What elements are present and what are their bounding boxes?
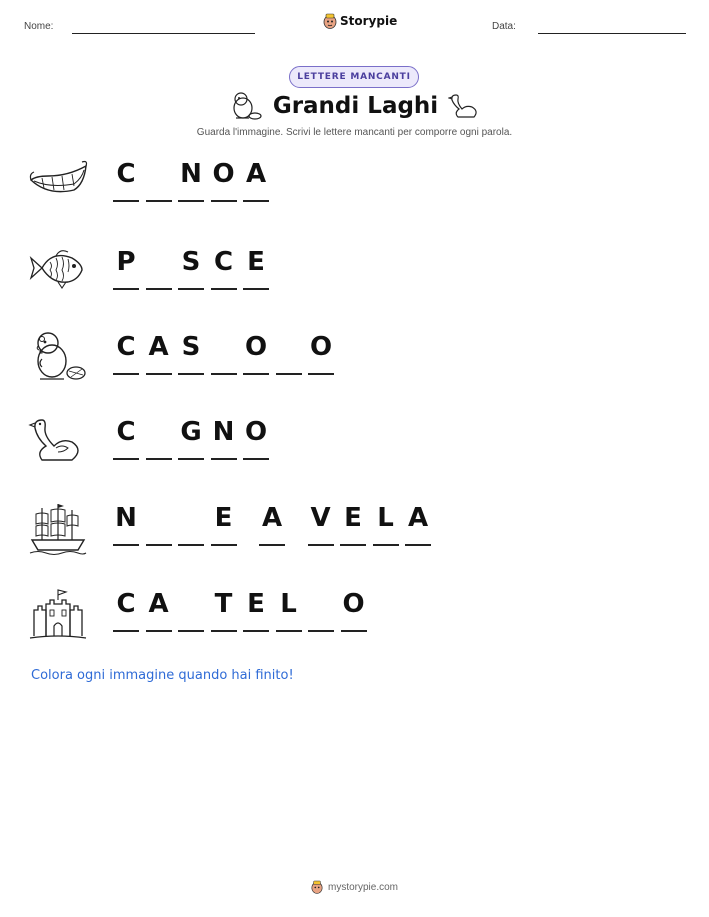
letter-underline <box>113 458 139 460</box>
sailing-ship-icon <box>28 500 92 552</box>
letter-text: V <box>310 503 331 533</box>
letter-underline <box>113 200 139 202</box>
letter-text: C <box>213 247 234 277</box>
letter-text: C <box>116 589 136 619</box>
given-letter <box>211 416 237 462</box>
letter-text: E <box>247 589 265 619</box>
storypie-mascot-icon <box>323 13 337 29</box>
word-row <box>28 244 688 306</box>
canoe-icon <box>28 156 92 208</box>
given-letter <box>178 246 204 292</box>
letter-underline <box>243 630 269 632</box>
letter-underline <box>276 373 302 375</box>
letter-underline <box>113 630 139 632</box>
given-letter <box>243 331 269 377</box>
letter-slots <box>113 246 276 292</box>
given-letter <box>211 502 237 548</box>
given-letter <box>113 502 139 548</box>
letter-slots <box>113 416 276 462</box>
letter-underline <box>211 373 237 375</box>
letter-underline <box>178 200 204 202</box>
given-letter <box>243 588 269 634</box>
beaver-icon <box>229 91 263 121</box>
letter-underline <box>211 458 237 460</box>
letter-text: O <box>342 589 365 619</box>
given-letter <box>243 416 269 462</box>
letter-text: A <box>148 332 169 362</box>
letter-underline <box>211 288 237 290</box>
letter-text: S <box>181 332 201 362</box>
given-letter <box>178 331 204 377</box>
given-letter <box>276 588 302 634</box>
letter-underline <box>243 200 269 202</box>
letter-underline <box>340 544 366 546</box>
letter-text: O <box>309 332 333 362</box>
letter-text: E <box>247 247 265 277</box>
given-letter <box>178 158 204 204</box>
given-letter <box>146 331 172 377</box>
letter-underline <box>113 544 139 546</box>
word-row <box>28 586 688 648</box>
title-row <box>0 91 709 121</box>
letter-underline <box>308 544 334 546</box>
letter-text: P <box>116 247 136 277</box>
letter-underline <box>243 288 269 290</box>
missing-letter-blank[interactable] <box>146 502 172 548</box>
name-label: Nome: <box>24 21 54 32</box>
letter-text: L <box>377 503 394 533</box>
given-letter <box>373 502 399 548</box>
letter-underline <box>211 200 237 202</box>
letter-text: O <box>244 417 268 447</box>
letter-text: C <box>116 159 136 189</box>
brand-name: Storypie <box>340 14 398 28</box>
letter-text: N <box>180 159 202 189</box>
given-letter <box>113 588 139 634</box>
storypie-mascot-icon <box>311 880 323 894</box>
missing-letter-blank[interactable] <box>146 416 172 462</box>
letter-slots <box>113 502 438 548</box>
letter-slots <box>113 331 341 377</box>
missing-letter-blank[interactable] <box>146 246 172 292</box>
letter-text: N <box>212 417 235 447</box>
letter-underline <box>211 544 237 546</box>
swan-icon <box>448 91 480 121</box>
letter-text: E <box>214 503 233 533</box>
letter-text: A <box>261 503 283 533</box>
given-letter <box>341 588 367 634</box>
letter-underline <box>113 288 139 290</box>
page-title: Grandi Laghi <box>272 93 439 119</box>
given-letter <box>243 246 269 292</box>
letter-underline <box>178 630 204 632</box>
letter-text: A <box>148 589 169 619</box>
given-letter <box>113 158 139 204</box>
footer-note: Colora ogni immagine quando hai finito! <box>31 668 294 683</box>
letter-underline <box>146 373 172 375</box>
swan-icon <box>28 414 92 466</box>
worksheet-type-badge: LETTERE MANCANTI <box>289 66 419 88</box>
header <box>0 0 709 40</box>
letter-underline <box>146 544 172 546</box>
date-line <box>538 33 686 34</box>
letter-text: N <box>115 503 137 533</box>
letter-underline <box>113 373 139 375</box>
letter-underline <box>276 630 302 632</box>
given-letter <box>146 588 172 634</box>
letter-underline <box>146 630 172 632</box>
letter-underline <box>146 458 172 460</box>
letter-underline <box>243 373 269 375</box>
word-row <box>28 329 688 391</box>
given-letter <box>211 246 237 292</box>
letter-underline <box>178 544 204 546</box>
missing-letter-blank[interactable] <box>276 331 302 377</box>
letter-underline <box>243 458 269 460</box>
missing-letter-blank[interactable] <box>211 331 237 377</box>
letter-underline <box>178 458 204 460</box>
given-letter <box>178 416 204 462</box>
given-letter <box>308 331 334 377</box>
letter-text: T <box>214 589 233 619</box>
letter-underline <box>211 630 237 632</box>
letter-underline <box>308 373 334 375</box>
word-space <box>243 502 253 548</box>
letter-text: C <box>116 417 136 447</box>
letter-text: A <box>407 503 429 533</box>
missing-letter-blank[interactable] <box>308 588 334 634</box>
letter-text: S <box>181 247 201 277</box>
letter-underline <box>178 288 204 290</box>
letter-text: E <box>344 503 362 533</box>
given-letter <box>113 416 139 462</box>
word-space <box>292 502 302 548</box>
letter-underline <box>259 544 285 546</box>
letter-text: O <box>244 332 268 362</box>
date-label: Data: <box>492 21 516 32</box>
given-letter <box>113 246 139 292</box>
letter-underline <box>341 630 367 632</box>
instructions: Guarda l'immagine. Scrivi le lettere mancanti per comporre ogni parola. <box>196 127 513 138</box>
given-letter <box>308 502 334 548</box>
given-letter <box>340 502 366 548</box>
beaver-icon <box>28 329 92 381</box>
letter-underline <box>405 544 431 546</box>
footer <box>0 880 709 894</box>
given-letter <box>211 158 237 204</box>
letter-underline <box>178 373 204 375</box>
letter-text: O <box>212 159 235 189</box>
letter-text: C <box>116 332 136 362</box>
letter-slots <box>113 588 373 634</box>
letter-underline <box>146 200 172 202</box>
given-letter <box>113 331 139 377</box>
letter-underline <box>308 630 334 632</box>
letter-slots <box>113 158 276 204</box>
missing-letter-blank[interactable] <box>178 588 204 634</box>
footer-url: mystorypie.com <box>327 881 398 893</box>
castle-icon <box>28 586 92 638</box>
letter-text: G <box>180 417 202 447</box>
given-letter <box>405 502 431 548</box>
given-letter <box>211 588 237 634</box>
given-letter <box>243 158 269 204</box>
name-line <box>72 33 255 34</box>
letter-underline <box>146 288 172 290</box>
fish-icon <box>28 244 92 296</box>
letter-underline <box>373 544 399 546</box>
word-row <box>28 156 688 218</box>
missing-letter-blank[interactable] <box>146 158 172 204</box>
brand-logo <box>323 13 397 29</box>
missing-letter-blank[interactable] <box>178 502 204 548</box>
letter-text: L <box>280 589 297 619</box>
word-row <box>28 414 688 476</box>
word-row <box>28 500 688 562</box>
given-letter <box>259 502 285 548</box>
letter-text: A <box>245 159 267 189</box>
